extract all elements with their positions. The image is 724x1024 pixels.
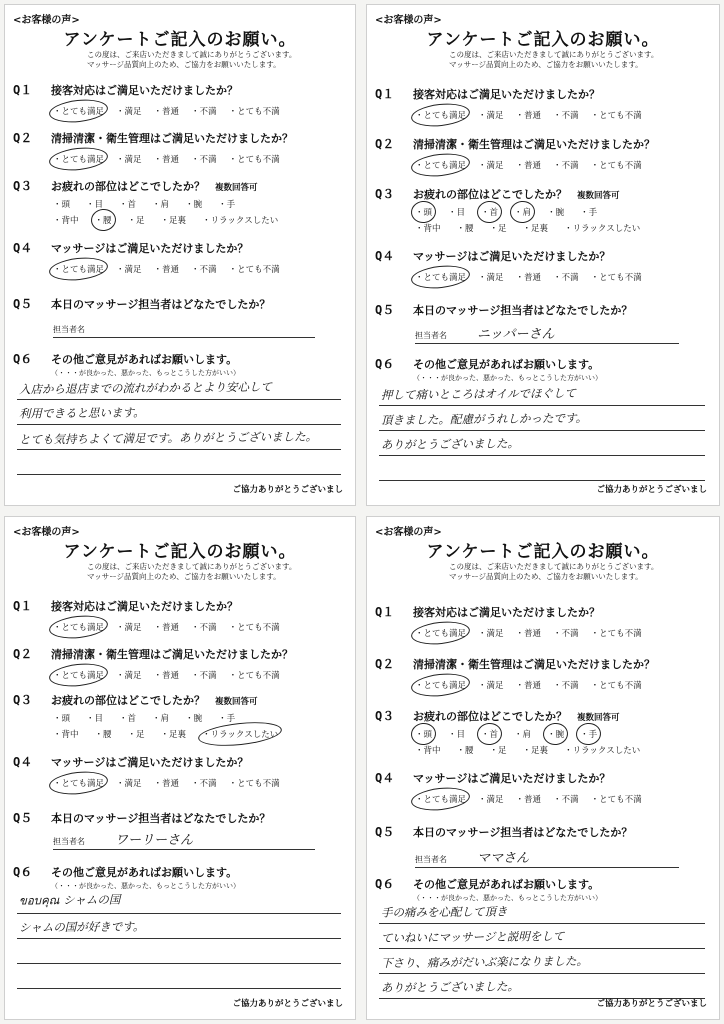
option-neutral[interactable]: ・普通 <box>515 629 542 639</box>
question-1: Q１ 接客対応はご満足いただけましたか？ ・とても満足 ・満足 ・普通 ・不満 ・とても不満 <box>5 81 355 117</box>
option-shoulder[interactable]: ・肩 <box>514 208 532 218</box>
question-6: Q６ その他ご意見があればお願いします。 （・・・が良かった、悪かった、もっとこうした方がいい） <box>375 357 602 382</box>
option-dissatisfied[interactable]: ・不満 <box>553 161 579 171</box>
survey-card-4 <box>366 516 720 1020</box>
staff-name: ニッパーさん <box>477 327 555 342</box>
comment-line: 利用できると思います。 <box>18 405 145 421</box>
intro-text: この度は、ご来店いただきまして誠にありがとうございます。 マッサージ品質向上のため、ご協力をお願いいたします。 <box>449 562 659 581</box>
option-very-satisfied[interactable]: ・とても満足 <box>53 779 105 789</box>
option-arm[interactable]: ・腕 <box>547 730 565 740</box>
comment-line: ありがとうございました。 <box>380 979 520 995</box>
staff-name-field[interactable] <box>415 849 679 868</box>
rating-options <box>415 679 719 691</box>
option-hand[interactable]: ・手 <box>580 730 598 740</box>
body-part-options <box>53 198 355 226</box>
option-satisfied[interactable]: ・満足 <box>116 265 142 275</box>
question-3: Q３ お疲れの部位はどこでしたか？ 複数回答可 ・頭 ・目 ・首 ・肩 ・腕 ・手 ・背中 ・腰 ・足 ・足裏 ・リラックスしたい <box>367 707 719 756</box>
option-back[interactable]: ・背中 <box>53 216 79 226</box>
body-part-options <box>53 712 355 740</box>
option-dissatisfied[interactable]: ・不満 <box>191 265 217 275</box>
option-eyes[interactable]: ・目 <box>448 208 466 218</box>
option-relax[interactable]: ・リラックスしたい <box>564 746 641 756</box>
option-satisfied[interactable]: ・満足 <box>478 681 504 691</box>
intro-text: この度は、ご来店いただきまして誠にありがとうございます。 マッサージ品質向上のため、ご協力をお願いいたします。 <box>449 50 659 69</box>
option-eyes[interactable]: ・目 <box>86 200 104 210</box>
staff-label: 担当者名 <box>53 837 85 846</box>
option-shoulder[interactable]: ・肩 <box>514 730 532 740</box>
option-leg[interactable]: ・足 <box>489 746 507 756</box>
survey-card-3 <box>4 516 356 1020</box>
option-neutral[interactable]: ・普通 <box>515 161 542 171</box>
rating-options <box>53 669 355 681</box>
question-2: Q２ 清掃清潔・衛生管理はご満足いただけましたか？ ・とても満足 ・満足 ・普通 ・不満 ・とても不満 <box>5 645 355 681</box>
survey-card-1 <box>4 4 356 506</box>
option-very-satisfied[interactable]: ・とても満足 <box>415 681 467 691</box>
survey-title: アンケートご記入のお願い。 <box>63 30 297 50</box>
staff-label: 担当者名 <box>415 855 447 864</box>
option-neutral[interactable]: ・普通 <box>153 779 180 789</box>
option-hand[interactable]: ・手 <box>218 714 236 724</box>
option-dissatisfied[interactable]: ・不満 <box>553 273 579 283</box>
question-1: Q１ 接客対応はご満足いただけましたか？ ・とても満足 ・満足 ・普通 ・不満 ・とても不満 <box>367 85 719 121</box>
option-very-satisfied[interactable]: ・とても満足 <box>53 155 105 165</box>
option-back[interactable]: ・背中 <box>415 746 441 756</box>
question-2: Q２ 清掃清潔・衛生管理はご満足いただけましたか？ ・とても満足 ・満足 ・普通 ・不満 ・とても不満 <box>367 655 719 691</box>
option-very-dissatisfied[interactable]: ・とても不満 <box>228 671 280 681</box>
option-dissatisfied[interactable]: ・不満 <box>191 155 217 165</box>
option-dissatisfied[interactable]: ・不満 <box>553 795 579 805</box>
option-very-dissatisfied[interactable]: ・とても不満 <box>590 629 642 639</box>
option-neutral[interactable]: ・普通 <box>153 671 180 681</box>
option-hand[interactable]: ・手 <box>218 200 236 210</box>
comment-line: シャムの国が好きです。 <box>18 919 145 935</box>
question-1: Q１ 接客対応はご満足いただけましたか？ ・とても満足 ・満足 ・普通 ・不満 ・とても不満 <box>5 597 355 633</box>
staff-name-field[interactable] <box>53 831 315 850</box>
question-6: Q６ その他ご意見があればお願いします。 （・・・が良かった、悪かった、もっとこうした方がいい） <box>375 877 602 902</box>
question-3: Q３ お疲れの部位はどこでしたか？ 複数回答可 ・頭 ・目 ・首 ・肩 ・腕 ・手 ・背中 ・腰 ・足 ・足裏 ・リラックスしたい <box>367 185 719 234</box>
rating-options <box>415 627 719 639</box>
option-very-dissatisfied[interactable]: ・とても不満 <box>228 155 280 165</box>
option-neutral[interactable]: ・普通 <box>153 155 180 165</box>
thanks-text: ご協力ありがとうございまし <box>232 999 343 1009</box>
option-head[interactable]: ・頭 <box>415 730 433 740</box>
thanks-text: ご協力ありがとうございまし <box>596 485 707 495</box>
option-very-satisfied[interactable]: ・とても満足 <box>53 671 105 681</box>
rating-options <box>53 263 355 275</box>
staff-name: ママさん <box>477 851 530 866</box>
option-relax[interactable]: ・リラックスしたい <box>202 216 279 226</box>
staff-name-field[interactable] <box>53 319 315 338</box>
option-relax[interactable]: ・リラックスしたい <box>564 224 641 234</box>
question-2: Q２ 清掃清潔・衛生管理はご満足いただけましたか？ ・とても満足 ・満足 ・普通 ・不満 ・とても不満 <box>5 129 355 165</box>
option-very-satisfied[interactable]: ・とても満足 <box>53 107 105 117</box>
option-satisfied[interactable]: ・満足 <box>116 107 142 117</box>
option-head[interactable]: ・頭 <box>53 200 71 210</box>
intro-text: この度は、ご来店いただきまして誠にありがとうございます。 マッサージ品質向上のため、ご協力をお願いいたします。 <box>87 50 297 69</box>
option-leg[interactable]: ・足 <box>127 730 145 740</box>
staff-label: 担当者名 <box>415 331 447 340</box>
option-dissatisfied[interactable]: ・不満 <box>191 107 217 117</box>
option-dissatisfied[interactable]: ・不満 <box>553 681 579 691</box>
question-6: Q６ その他ご意見があればお願いします。 （・・・が良かった、悪かった、もっとこうした方がいい） <box>13 865 240 890</box>
question-3: Q３ お疲れの部位はどこでしたか？ 複数回答可 ・頭 ・目 ・首 ・肩 ・腕 ・手 ・背中 ・腰 ・足 ・足裏 ・リラックスしたい <box>5 177 355 226</box>
option-neck[interactable]: ・首 <box>119 714 137 724</box>
option-very-dissatisfied[interactable]: ・とても不満 <box>228 779 280 789</box>
question-4: Q４ マッサージはご満足いただけましたか？ ・とても満足 ・満足 ・普通 ・不満 ・とても不満 <box>5 239 355 275</box>
comment-line: とても気持ちよくて満足です。ありがとうございました。 <box>18 429 318 447</box>
question-1: Q１ 接客対応はご満足いただけましたか？ ・とても満足 ・満足 ・普通 ・不満 ・とても不満 <box>367 603 719 639</box>
rating-options <box>53 621 355 633</box>
option-neutral[interactable]: ・普通 <box>153 623 180 633</box>
option-satisfied[interactable]: ・満足 <box>116 779 142 789</box>
question-5: Q５ 本日のマッサージ担当者はどなたでしたか？ <box>13 297 271 311</box>
option-satisfied[interactable]: ・満足 <box>116 671 142 681</box>
option-shoulder[interactable]: ・肩 <box>152 200 170 210</box>
rating-options <box>53 777 355 789</box>
option-dissatisfied[interactable]: ・不満 <box>191 779 217 789</box>
option-sole[interactable]: ・足裏 <box>522 224 549 234</box>
staff-label: 担当者名 <box>53 325 85 334</box>
option-eyes[interactable]: ・目 <box>86 714 104 724</box>
option-neck[interactable]: ・首 <box>481 208 499 218</box>
question-3: Q３ お疲れの部位はどこでしたか？ 複数回答可 ・頭 ・目 ・首 ・肩 ・腕 ・手 ・背中 ・腰 ・足 ・足裏 ・リラックスしたい <box>5 691 355 740</box>
option-head[interactable]: ・頭 <box>415 208 433 218</box>
question-4: Q４ マッサージはご満足いただけましたか？ ・とても満足 ・満足 ・普通 ・不満 ・とても不満 <box>5 753 355 789</box>
comment-line: 頂きました。配慮がうれしかったです。 <box>380 410 588 428</box>
option-eyes[interactable]: ・目 <box>448 730 466 740</box>
option-satisfied[interactable]: ・満足 <box>478 273 504 283</box>
comment-line: 押して痛いところはオイルでほぐして <box>380 385 577 403</box>
rating-options <box>415 159 719 171</box>
option-very-dissatisfied[interactable]: ・とても不満 <box>590 795 642 805</box>
option-neutral[interactable]: ・普通 <box>153 107 180 117</box>
option-satisfied[interactable]: ・満足 <box>478 111 504 121</box>
option-arm[interactable]: ・腕 <box>185 200 203 210</box>
option-hand[interactable]: ・手 <box>580 208 598 218</box>
staff-name: ワーリーさん <box>115 833 194 848</box>
option-dissatisfied[interactable]: ・不満 <box>553 629 579 639</box>
option-satisfied[interactable]: ・満足 <box>116 155 142 165</box>
question-5: Q５ 本日のマッサージ担当者はどなたでしたか？ <box>375 303 633 317</box>
body-part-options <box>415 728 719 756</box>
question-5: Q５ 本日のマッサージ担当者はどなたでしたか？ <box>13 811 271 825</box>
option-satisfied[interactable]: ・満足 <box>478 795 504 805</box>
question-5: Q５ 本日のマッサージ担当者はどなたでしたか？ <box>375 825 633 839</box>
banner: <お客様の声> <box>13 15 80 26</box>
option-very-satisfied[interactable]: ・とても満足 <box>415 629 467 639</box>
option-neutral[interactable]: ・普通 <box>515 273 542 283</box>
rating-options <box>415 793 719 805</box>
question-2: Q２ 清掃清潔・衛生管理はご満足いただけましたか？ ・とても満足 ・満足 ・普通 ・不満 ・とても不満 <box>367 135 719 171</box>
option-back[interactable]: ・背中 <box>53 730 79 740</box>
option-sole[interactable]: ・足裏 <box>160 216 187 226</box>
survey-card-2 <box>366 4 720 506</box>
body-part-options <box>415 206 719 234</box>
option-very-satisfied[interactable]: ・とても満足 <box>415 273 467 283</box>
comment-line: 手の痛みを心配して頂き <box>380 904 508 920</box>
option-very-satisfied[interactable]: ・とても満足 <box>53 265 105 275</box>
option-very-satisfied[interactable]: ・とても満足 <box>415 161 467 171</box>
question-6: Q６ その他ご意見があればお願いします。 （・・・が良かった、悪かった、もっとこうした方がいい） <box>13 352 240 377</box>
option-satisfied[interactable]: ・満足 <box>478 161 504 171</box>
option-lower-back[interactable]: ・腰 <box>94 216 112 226</box>
staff-name-field[interactable] <box>415 325 679 344</box>
option-very-dissatisfied[interactable]: ・とても不満 <box>228 107 280 117</box>
option-dissatisfied[interactable]: ・不満 <box>191 671 217 681</box>
rating-options <box>53 105 355 117</box>
option-satisfied[interactable]: ・満足 <box>116 623 142 633</box>
survey-title: アンケートご記入のお願い。 <box>426 542 660 562</box>
rating-options <box>415 109 719 121</box>
question-4: Q４ マッサージはご満足いただけましたか？ ・とても満足 ・満足 ・普通 ・不満 ・とても不満 <box>367 247 719 283</box>
comment-area[interactable] <box>379 899 705 999</box>
option-neutral[interactable]: ・普通 <box>515 795 542 805</box>
option-dissatisfied[interactable]: ・不満 <box>553 111 579 121</box>
option-very-dissatisfied[interactable]: ・とても不満 <box>590 273 642 283</box>
survey-title: アンケートご記入のお願い。 <box>63 542 297 562</box>
comment-line: 下さり、痛みがだいぶ楽になりました。 <box>380 953 589 971</box>
option-leg[interactable]: ・足 <box>127 216 145 226</box>
banner: <お客様の声> <box>375 527 442 538</box>
option-arm[interactable]: ・腕 <box>185 714 203 724</box>
survey-title: アンケートご記入のお願い。 <box>426 30 660 50</box>
rating-options <box>415 271 719 283</box>
option-relax[interactable]: ・リラックスしたい <box>202 730 279 740</box>
option-dissatisfied[interactable]: ・不満 <box>191 623 217 633</box>
comment-line: ขอบคุณ シャムの国 <box>18 892 121 908</box>
option-neck[interactable]: ・首 <box>481 730 499 740</box>
option-head[interactable]: ・頭 <box>53 714 71 724</box>
banner: <お客様の声> <box>13 527 80 538</box>
question-4: Q４ マッサージはご満足いただけましたか？ ・とても満足 ・満足 ・普通 ・不満 ・とても不満 <box>367 769 719 805</box>
option-very-dissatisfied[interactable]: ・とても不満 <box>590 681 642 691</box>
banner: <お客様の声> <box>375 15 442 26</box>
comment-area[interactable] <box>379 381 705 481</box>
comment-line: ていねいにマッサージと説明をして <box>380 929 565 945</box>
comment-line: 入店から退店までの流れがわかるとより安心して <box>18 379 273 397</box>
thanks-text: ご協力ありがとうございまし <box>232 485 343 495</box>
option-lower-back[interactable]: ・腰 <box>456 224 474 234</box>
option-very-dissatisfied[interactable]: ・とても不満 <box>590 161 642 171</box>
option-very-satisfied[interactable]: ・とても満足 <box>415 795 467 805</box>
option-neck[interactable]: ・首 <box>119 200 137 210</box>
option-lower-back[interactable]: ・腰 <box>94 730 112 740</box>
option-arm[interactable]: ・腕 <box>547 208 565 218</box>
option-sole[interactable]: ・足裏 <box>522 746 549 756</box>
option-neutral[interactable]: ・普通 <box>153 265 180 275</box>
option-very-dissatisfied[interactable]: ・とても不満 <box>228 265 280 275</box>
rating-options <box>53 153 355 165</box>
option-very-satisfied[interactable]: ・とても満足 <box>53 623 105 633</box>
comment-line: ありがとうございました。 <box>380 436 520 452</box>
option-shoulder[interactable]: ・肩 <box>152 714 170 724</box>
thanks-text: ご協力ありがとうございまし <box>596 999 707 1009</box>
option-back[interactable]: ・背中 <box>415 224 441 234</box>
option-satisfied[interactable]: ・満足 <box>478 629 504 639</box>
option-neutral[interactable]: ・普通 <box>515 111 542 121</box>
option-very-satisfied[interactable]: ・とても満足 <box>415 111 467 121</box>
option-neutral[interactable]: ・普通 <box>515 681 542 691</box>
comment-area[interactable] <box>17 889 341 989</box>
option-leg[interactable]: ・足 <box>489 224 507 234</box>
intro-text: この度は、ご来店いただきまして誠にありがとうございます。 マッサージ品質向上のため、ご協力をお願いいたします。 <box>87 562 297 581</box>
option-lower-back[interactable]: ・腰 <box>456 746 474 756</box>
comment-area[interactable] <box>17 375 341 475</box>
option-sole[interactable]: ・足裏 <box>160 730 187 740</box>
option-very-dissatisfied[interactable]: ・とても不満 <box>228 623 280 633</box>
option-very-dissatisfied[interactable]: ・とても不満 <box>590 111 642 121</box>
